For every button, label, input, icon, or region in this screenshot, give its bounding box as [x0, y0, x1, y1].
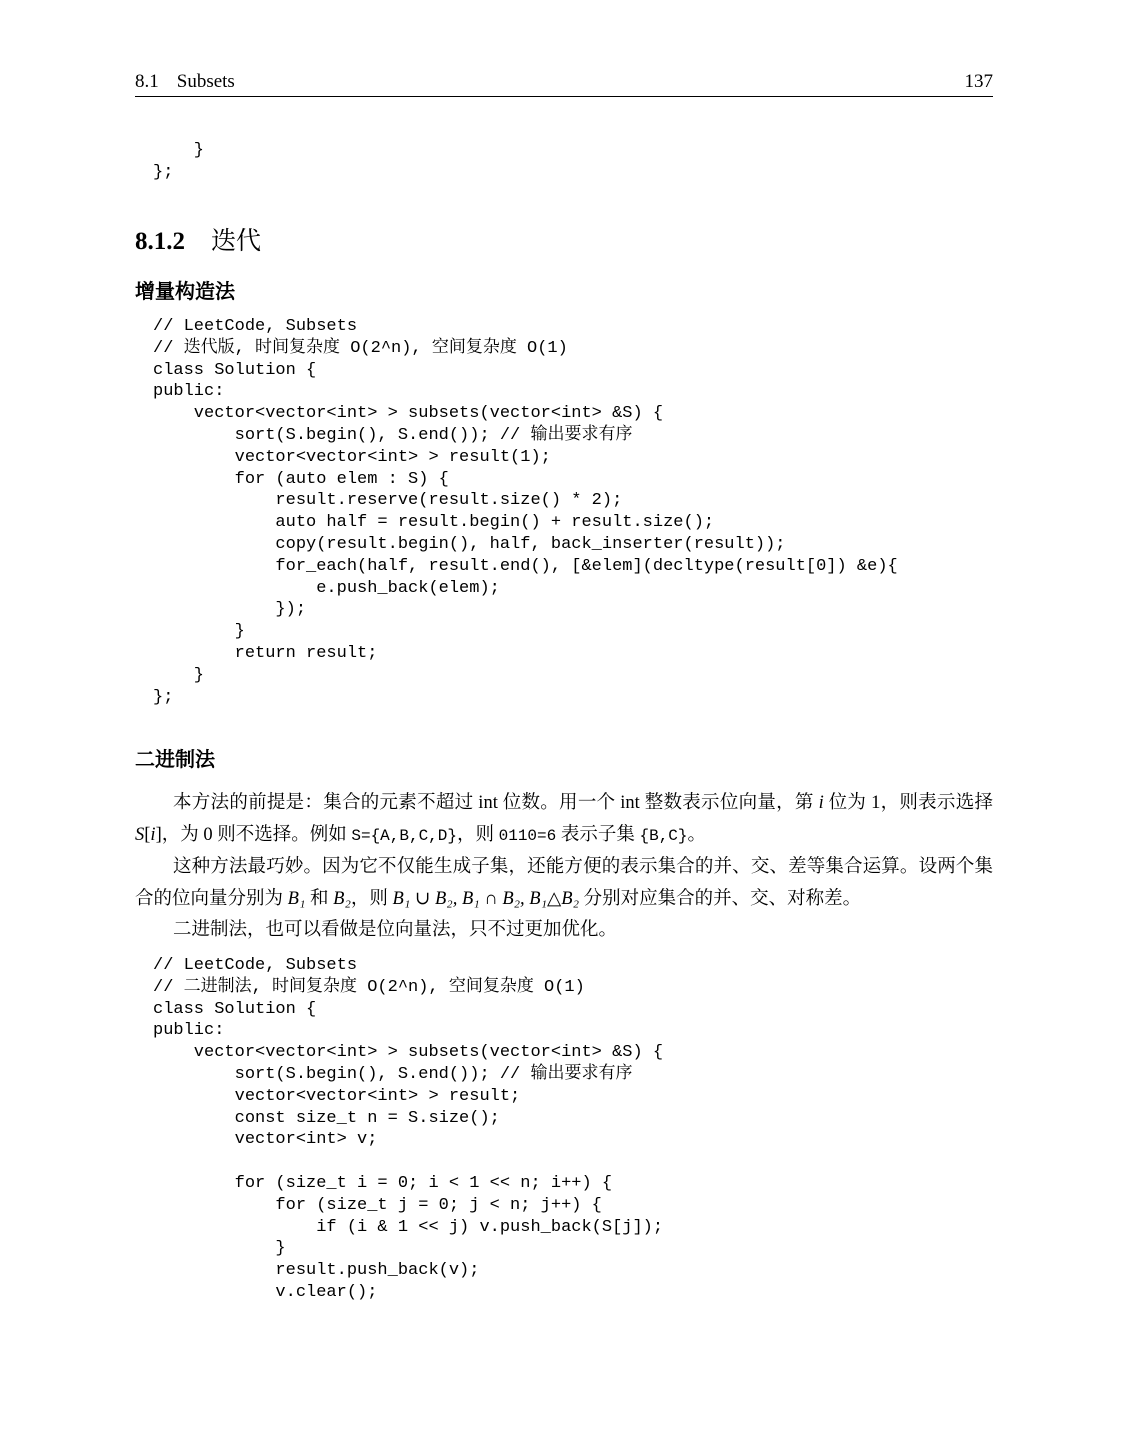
running-head	[135, 70, 235, 94]
header-section-number: 8.1	[135, 71, 159, 92]
text: 表示子集	[556, 824, 640, 845]
text: 分别对应集合的并、交、对称差。	[579, 888, 862, 909]
section-number: 8.1.2	[135, 228, 185, 255]
paragraph-set-operations	[135, 852, 993, 915]
math-var-i: i	[150, 824, 156, 845]
math-var-s: S	[135, 824, 145, 845]
inline-code: S={A,B,C,D}	[351, 826, 457, 845]
text: 本方法的前提是：集合的元素不超过 int 位数。用一个 int 整数表示位向量，第	[173, 793, 819, 813]
section-title: 迭代	[211, 226, 262, 255]
text: 和	[305, 888, 334, 909]
code-block-binary: // LeetCode, Subsets // 二进制法, 时间复杂度 O(2^n), 空间复杂度 O(1) class Solution { public: vector<vector<int> > subsets(vector<int> &S) { sort(S.begin(), S.end()); // 输出要求有序 vector<vector<int> > result; const size_t n = S.size(); vector<int> v; for (size_t i = 0; i < 1 << n; i++) { for (size_t j = 0; j < n; j++) { if (i & 1 << j) v.push_back(S[j]); } result.push_back(v); v.clear();	[153, 956, 664, 1302]
header-section-title: Subsets	[176, 71, 235, 92]
subsection-heading-incremental: 增量构造法	[135, 279, 235, 303]
text: [	[144, 824, 151, 845]
paragraph-premise	[135, 788, 993, 852]
math-b2: B₂	[333, 888, 351, 909]
page-number: 137	[964, 71, 993, 92]
paragraph-binary-note: 二进制法，也可以看做是位向量法，只不过更加优化。	[173, 920, 618, 940]
text: 位为 1，则表示选择	[823, 793, 993, 813]
text: ]，为 0 则不选择。例如	[155, 824, 352, 845]
text: ，则	[456, 824, 499, 845]
subsection-heading-binary: 二进制法	[135, 747, 215, 771]
text: ，则	[350, 888, 393, 909]
text: 。	[687, 824, 707, 845]
inline-code: 0110=6	[498, 826, 557, 845]
code-block-tail: } };	[153, 141, 205, 182]
text: 这种方法最巧妙。因为它不仅能生成子集，还能方便的表示集合的并、交、差等集合运算。设两个集合的位向量分别为	[135, 857, 993, 909]
math-set-expression: B₁ ∪ B₂, B₁ ∩ B₂, B₁△B₂	[392, 888, 579, 909]
inline-code: {B,C}	[639, 826, 688, 845]
math-b1: B₁	[287, 888, 306, 909]
section-heading	[135, 226, 261, 257]
code-block-incremental: // LeetCode, Subsets // 迭代版, 时间复杂度 O(2^n), 空间复杂度 O(1) class Solution { public: vector<vector<int> > subsets(vector<int> &S) { sort(S.begin(), S.end()); // 输出要求有序 vector<vector<int> > result(1); for (auto elem : S) { result.reserve(result.size() * 2); auto half = result.begin() + result.size(); copy(result.begin(), half, back_inserter(result)); for_each(half, result.end(), [&elem](decltype(result[0]) &e){ e.push_back(elem); }); } return result; } };	[153, 317, 898, 707]
math-var-i: i	[818, 793, 824, 813]
page-header	[135, 70, 993, 97]
